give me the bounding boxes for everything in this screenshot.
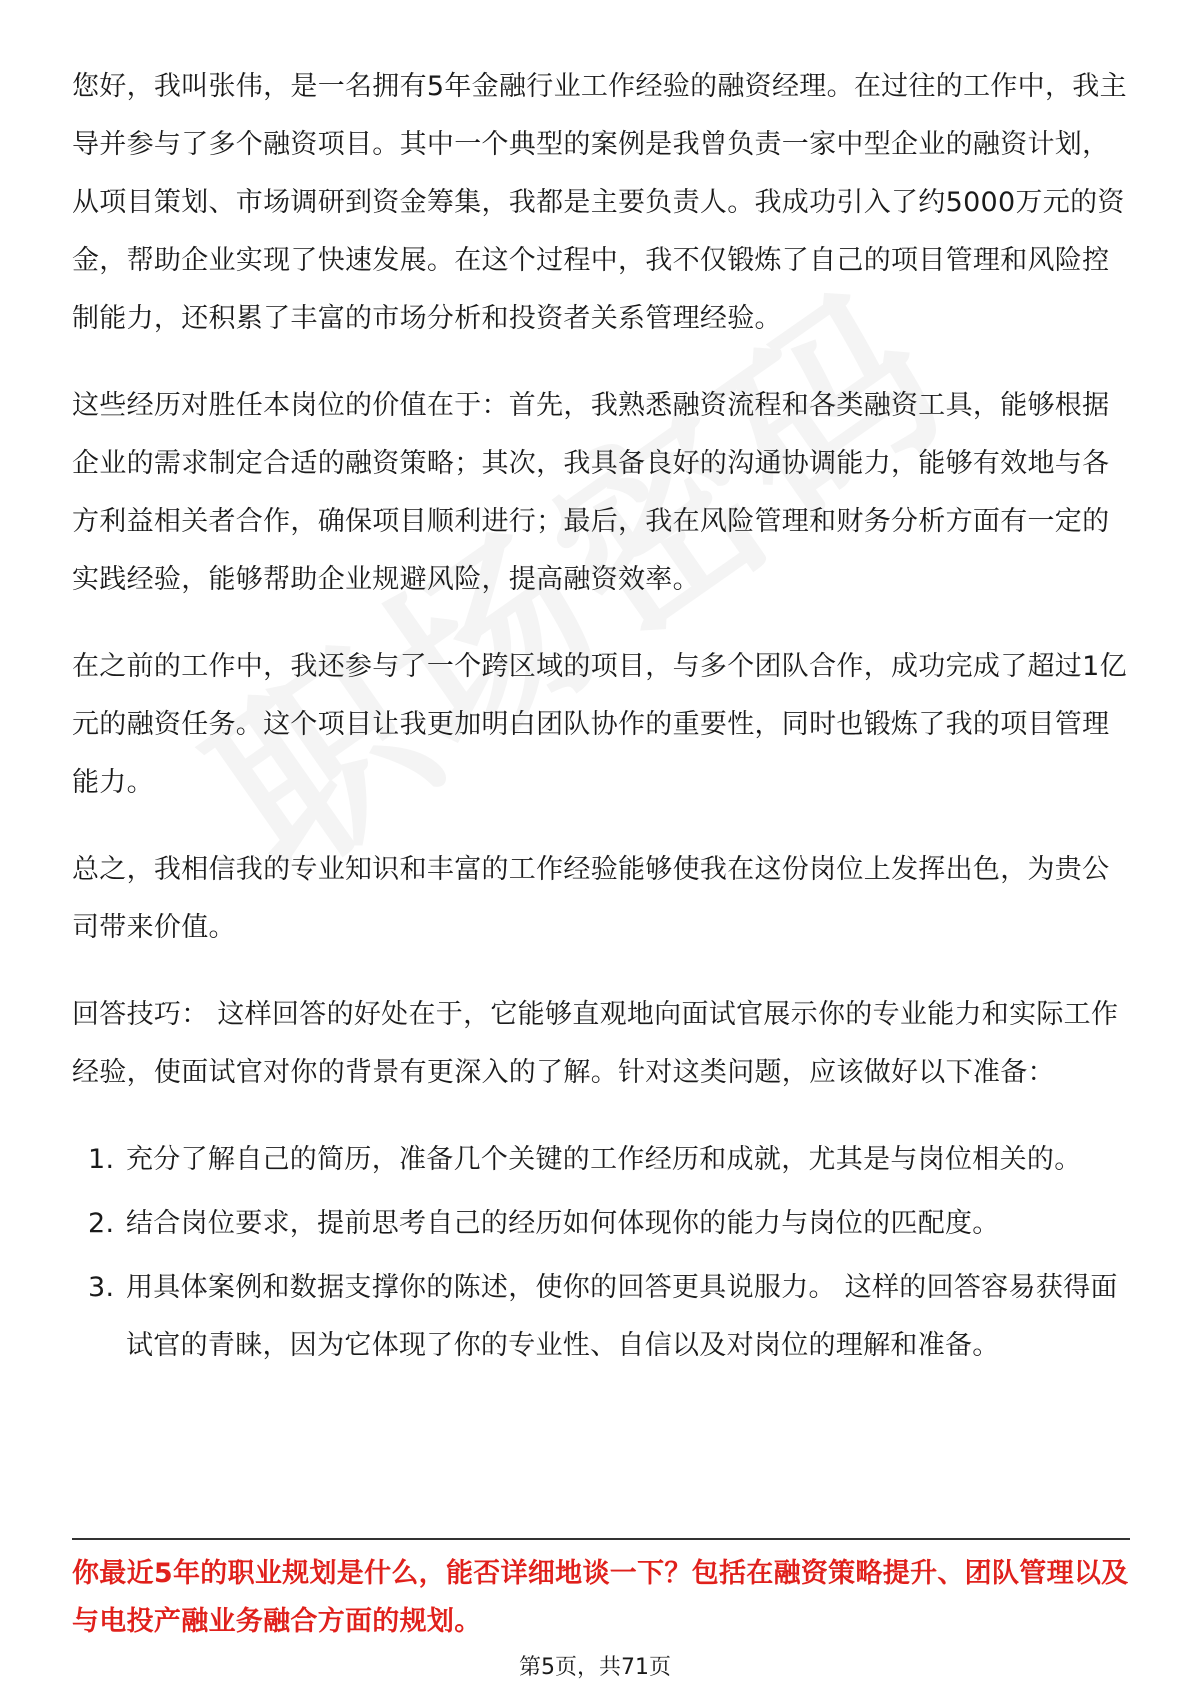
tips-list-item [72,1131,1130,1189]
list-item-text: 结合岗位要求，提前思考自己的经历如何体现你的能力与岗位的匹配度。 [126,1208,1000,1239]
answer-paragraph-2: 这些经历对胜任本岗位的价值在于：首先，我熟悉融资流程和各类融资工具，能够根据企业的需求制定合适的融资策略；其次，我具备良好的沟通协调能力，能够有效地与各方利益相关者合作，确保项目顺利进行；最后，我在风险管理和财务分析方面有一定的实践经验，能够帮助企业规避风险，提高融资效率。 [72,390,1110,595]
section-divider [72,1538,1130,1540]
tips-list-item [72,1259,1130,1375]
answer-paragraph-1: 您好，我叫张伟，是一名拥有5年金融行业工作经验的融资经理。在过往的工作中，我主导并参与了多个融资项目。其中一个典型的案例是我曾负责一家中型企业的融资计划，从项目策划、市场调研到资金筹集，我都是主要负责人。我成功引入了约5000万元的资金，帮助企业实现了快速发展。在这个过程中，我不仅锻炼了自己的项目管理和风险控制能力，还积累了丰富的市场分析和投资者关系管理经验。 [72,71,1127,334]
page-number: 第5页，共71页 [519,1655,671,1680]
list-number: 2. [88,1208,115,1239]
list-item-text: 用具体案例和数据支撑你的陈述，使你的回答更具说服力。 这样的回答容易获得面试官的青睐，因为它体现了你的专业性、自信以及对岗位的理解和准备。 [126,1272,1118,1361]
list-number: 1. [88,1144,115,1175]
list-number: 3. [88,1272,115,1303]
answer-paragraph-4: 总之，我相信我的专业知识和丰富的工作经验能够使我在这份岗位上发挥出色，为贵公司带来价值。 [72,854,1110,943]
list-item-text: 充分了解自己的简历，准备几个关键的工作经历和成就，尤其是与岗位相关的。 [126,1144,1082,1175]
answer-paragraph-3: 在之前的工作中，我还参与了一个跨区域的项目，与多个团队合作，成功完成了超过1亿元的融资任务。这个项目让我更加明白团队协作的重要性，同时也锻炼了我的项目管理能力。 [72,651,1127,798]
tips-intro-paragraph: 回答技巧： 这样回答的好处在于，它能够直观地向面试官展示你的专业能力和实际工作经验，使面试官对你的背景有更深入的了解。针对这类问题，应该做好以下准备： [72,999,1119,1088]
next-question: 你最近5年的职业规划是什么，能否详细地谈一下？包括在融资策略提升、团队管理以及与电投产融业务融合方面的规划。 [72,1558,1129,1637]
answer-body [72,58,1130,1381]
tips-list-item [72,1195,1130,1253]
tips-list [72,1131,1130,1375]
